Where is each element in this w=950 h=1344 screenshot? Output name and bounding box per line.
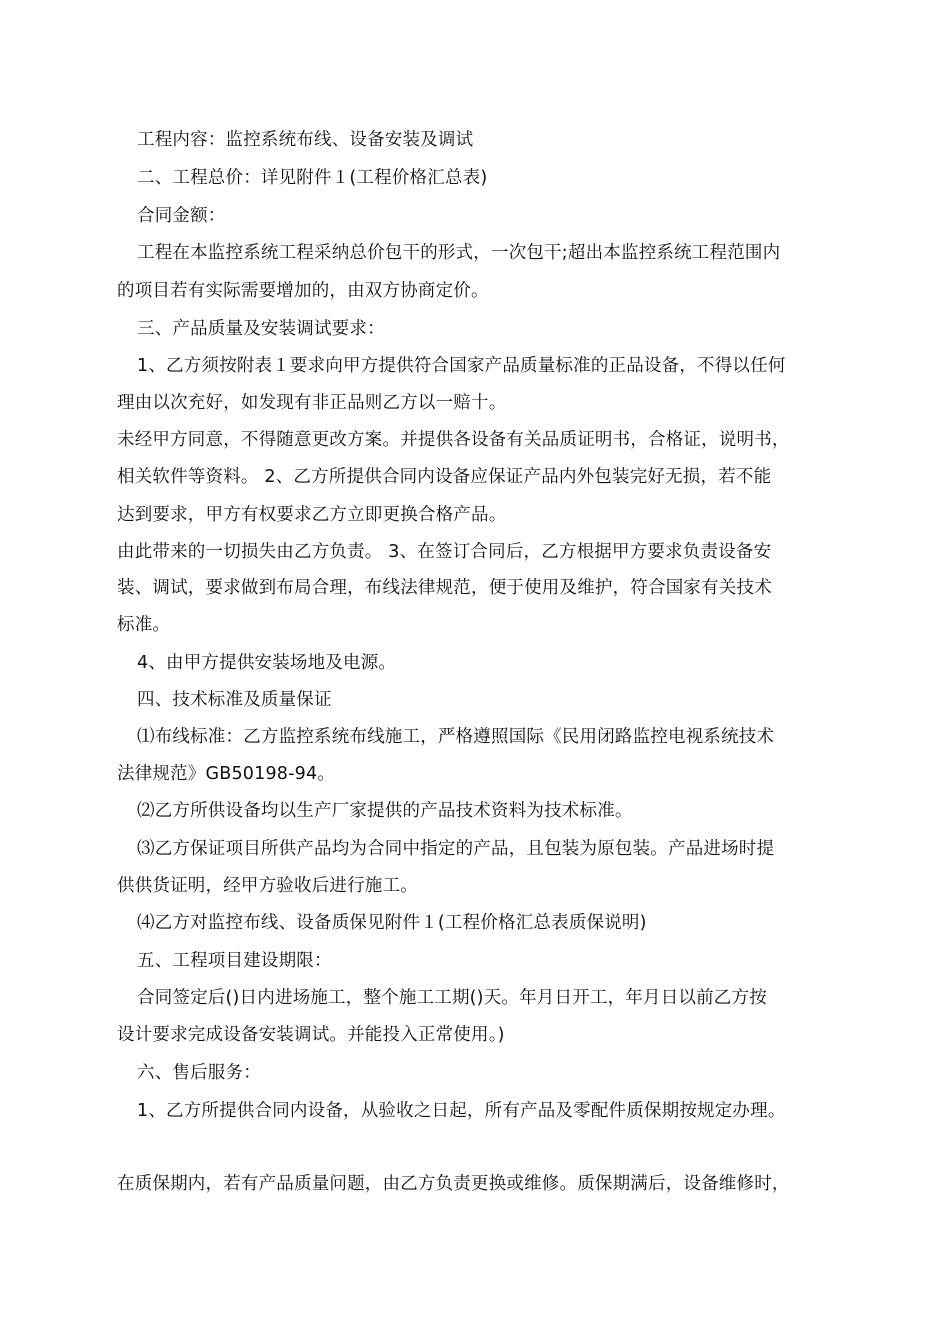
section-heading: 六、售后服务：: [137, 1063, 261, 1083]
paragraph-line: 标准。: [117, 615, 171, 635]
paragraph-line: 工程内容：监控系统布线、设备安装及调试: [137, 130, 474, 150]
paragraph-line: 合同金额：: [137, 206, 226, 226]
paragraph-line: 1、乙方所提供合同内设备，从验收之日起，所有产品及零配件质保期按规定办理。: [137, 1101, 786, 1121]
paragraph-line: 法律规范》GB50198-94。: [117, 764, 336, 784]
paragraph-line: ⑶乙方保证项目所供产品均为合同中指定的产品，且包装为原包装。产品进场时提: [137, 839, 775, 859]
paragraph-line: 理由以次充好，如发现有非正品则乙方以一赔十。: [117, 393, 507, 413]
paragraph-line: ⑵乙方所供设备均以生产厂家提供的产品技术资料为技术标准。: [137, 801, 633, 821]
paragraph-line: ⑷乙方对监控布线、设备质保见附件１(工程价格汇总表质保说明): [137, 913, 647, 933]
paragraph-line: 的项目若有实际需要增加的，由双方协商定价。: [117, 281, 489, 301]
section-heading: 五、工程项目建设期限：: [137, 951, 332, 971]
paragraph-line: 设计要求完成设备安装调试。并能投入正常使用。): [117, 1025, 505, 1045]
paragraph-line: 相关软件等资料。 2、乙方所提供合同内设备应保证产品内外包装完好无损，若不能: [117, 467, 772, 487]
paragraph-line: 工程在本监控系统工程采纳总价包干的形式，一次包干;超出本监控系统工程范围内: [137, 243, 781, 263]
paragraph-line: 未经甲方同意，不得随意更改方案。并提供各设备有关品质证明书，合格证，说明书，: [117, 430, 790, 450]
section-heading: 三、产品质量及安装调试要求：: [137, 319, 385, 339]
paragraph-line: 合同签定后()日内进场施工，整个施工工期()天。年月日开工，年月日以前乙方按: [137, 988, 767, 1008]
section-heading: 四、技术标准及质量保证: [137, 690, 332, 710]
paragraph-line: 4、由甲方提供安装场地及电源。: [137, 653, 397, 673]
paragraph-line: 在质保期内，若有产品质量问题，由乙方负责更换或维修。质保期满后，设备维修时，: [117, 1174, 790, 1194]
paragraph-line: 由此带来的一切损失由乙方负责。 3、在签订合同后，乙方根据甲方要求负责设备安: [117, 542, 772, 562]
paragraph-line: ⑴布线标准：乙方监控系统布线施工，严格遵照国际《民用闭路监控电视系统技术: [137, 727, 775, 747]
section-heading: 二、工程总价：详见附件１(工程价格汇总表): [137, 168, 488, 188]
paragraph-line: 1、乙方须按附表１要求向甲方提供符合国家产品质量标准的正品设备，不得以任何: [137, 356, 786, 376]
paragraph-line: 供供货证明，经甲方验收后进行施工。: [117, 876, 418, 896]
paragraph-line: 达到要求，甲方有权要求乙方立即更换合格产品。: [117, 505, 507, 525]
paragraph-line: 装、调试，要求做到布局合理，布线法律规范，便于使用及维护，符合国家有关技术: [117, 578, 772, 598]
